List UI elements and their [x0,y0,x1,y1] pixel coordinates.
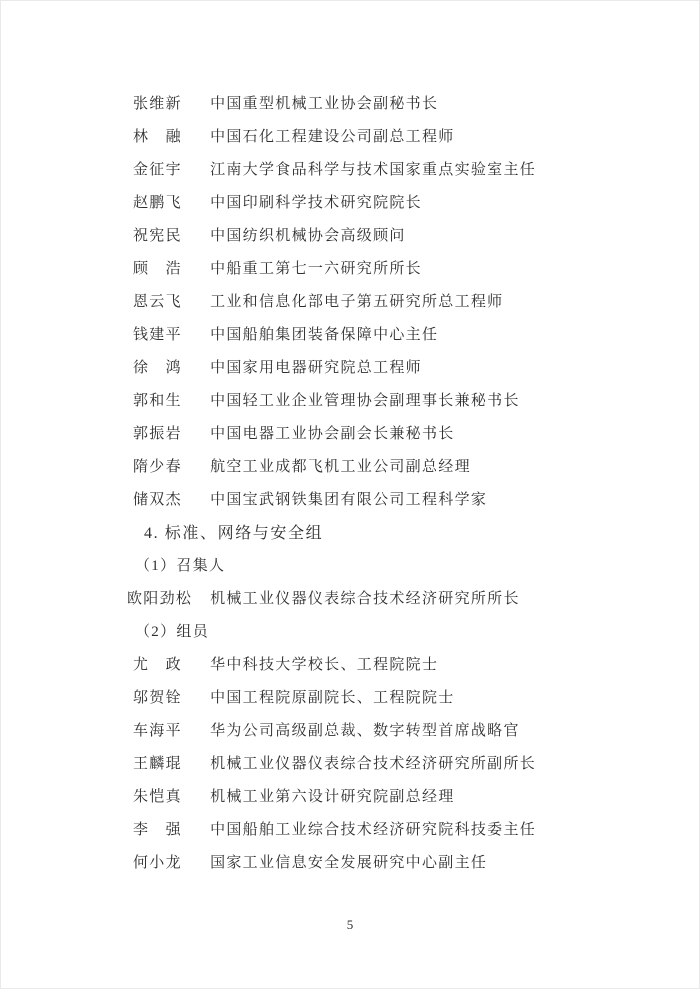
member-title: 中船重工第七一六研究所所长 [210,261,422,277]
member-name: 恩云飞 [133,294,182,310]
member-name: 隋少春 [133,459,182,475]
convener-row [0,583,700,616]
member-title: 机械工业仪器仪表综合技术经济研究所副所长 [210,756,537,772]
member-name: 李 强 [133,822,182,838]
convener-title: 机械工业仪器仪表综合技术经济研究所所长 [210,591,520,607]
member-title: 中国轻工业企业管理协会副理事长兼秘书长 [210,393,520,409]
page-number: 5 [346,917,354,932]
member-title: 华中科技大学校长、工程院院士 [210,657,439,673]
member-title: 中国石化工程建设公司副总工程师 [210,129,455,145]
member-title: 中国船舶集团装备保障中心主任 [210,327,439,343]
member-row [0,121,700,154]
member-title: 中国电器工业协会副会长兼秘书长 [210,426,455,442]
member-row [0,154,700,187]
member-row [0,187,700,220]
member-row [0,352,700,385]
member-name: 邬贺铨 [133,690,182,706]
member-name: 朱恺真 [133,789,182,805]
member-row [0,682,700,715]
member-row [0,220,700,253]
member-title: 华为公司高级副总裁、数字转型首席战略官 [210,723,520,739]
member-row [0,88,700,121]
convener-name: 欧阳劲松 [127,591,193,607]
members-label: （2）组员 [135,624,210,640]
member-name: 张维新 [133,96,182,112]
member-row [0,748,700,781]
member-name: 林 融 [133,129,182,145]
member-row [0,253,700,286]
page-footer [0,908,700,941]
member-name: 车海平 [133,723,182,739]
member-title: 机械工业第六设计研究院副总经理 [210,789,455,805]
member-row [0,781,700,814]
member-title: 中国宝武钢铁集团有限公司工程科学家 [210,492,488,508]
member-row [0,286,700,319]
member-name: 赵鹏飞 [133,195,182,211]
member-title: 国家工业信息安全发展研究中心副主任 [210,855,488,871]
member-row [0,385,700,418]
member-name: 钱建平 [133,327,182,343]
member-title: 中国印刷科学技术研究院院长 [210,195,422,211]
member-name: 何小龙 [133,855,182,871]
member-name: 金征宇 [133,162,182,178]
member-row [0,649,700,682]
member-title: 工业和信息化部电子第五研究所总工程师 [210,294,504,310]
member-title: 航空工业成都飞机工业公司副总经理 [210,459,471,475]
member-name: 尤 政 [133,657,182,673]
member-name: 徐 鸿 [133,360,182,376]
member-row [0,484,700,517]
member-row [0,847,700,880]
member-title: 中国重型机械工业协会副秘书长 [210,96,439,112]
member-row [0,418,700,451]
member-name: 储双杰 [133,492,182,508]
roster-continuation-list [0,88,700,517]
member-name: 郭振岩 [133,426,182,442]
member-row [0,319,700,352]
convener-label: （1）召集人 [135,558,226,574]
member-name: 王麟琨 [133,756,182,772]
member-name: 祝宪民 [133,228,182,244]
member-title: 中国工程院原副院长、工程院院士 [210,690,455,706]
member-row [0,451,700,484]
member-name: 顾 浩 [133,261,182,277]
member-row [0,715,700,748]
group-members-list [0,649,700,880]
member-name: 郭和生 [133,393,182,409]
member-title: 中国船舶工业综合技术经济研究院科技委主任 [210,822,537,838]
member-title: 中国纺织机械协会高级顾问 [210,228,406,244]
group-heading: 4. 标准、网络与安全组 [144,525,324,542]
member-title: 中国家用电器研究院总工程师 [210,360,422,376]
member-title: 江南大学食品科学与技术国家重点实验室主任 [210,162,537,178]
member-row [0,814,700,847]
